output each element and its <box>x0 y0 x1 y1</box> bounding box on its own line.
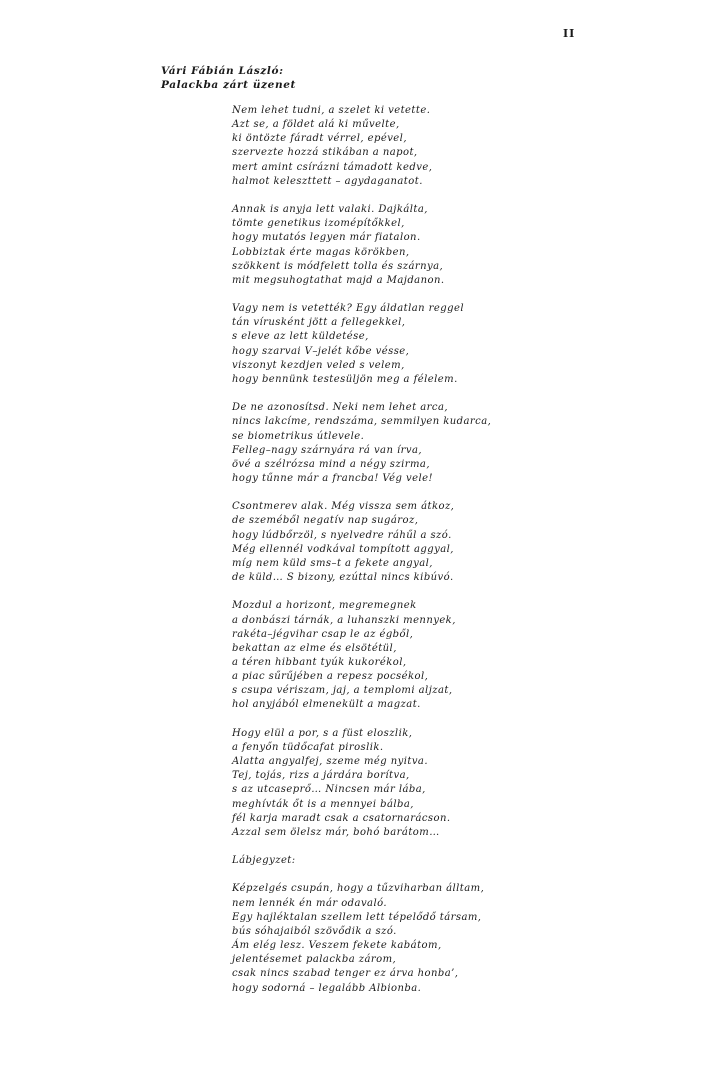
poem-line: hol anyjából elmenekült a magzat. <box>232 699 421 711</box>
footnote-stanza <box>232 882 672 995</box>
poem-line: s eleve az lett küldetése, <box>232 331 369 343</box>
poem-line: se biometrikus útlevele. <box>232 430 365 442</box>
poem-line: meghívták őt is a mennyei bálba, <box>232 798 414 810</box>
poem-line: Hogy elül a por, s a füst eloszlik, <box>232 727 413 739</box>
footnote-line: hogy sodorná – legalább Albionba. <box>232 982 422 994</box>
footnote-line: Képzelgés csupán, hogy a tűzviharban álltam, <box>232 883 485 895</box>
poem-line: halmot keleszttett – agydaganatot. <box>232 175 423 187</box>
footnote-line: bús sóhajaiból szövődik a szó. <box>232 925 397 937</box>
poem-stanza <box>232 727 672 840</box>
footnote-line: Egy hajléktalan szellem lett tépelődő társam, <box>232 911 482 923</box>
poem-line: ki öntözte fáradt vérrel, epével, <box>232 133 407 145</box>
poem-line: Azt se, a földet alá ki művelte, <box>232 119 400 131</box>
poem-line: Tej, tojás, rizs a járdára borítva, <box>232 770 410 782</box>
poem-line: Annak is anyja lett valaki. Dajkálta, <box>232 204 428 216</box>
footnote-line: jelentésemet palackba zárom, <box>232 954 397 966</box>
poem-line: fél karja maradt csak a csatornarácson. <box>232 812 451 824</box>
poem-line: Felleg–nagy szárnyára rá van írva, <box>232 444 422 456</box>
poem-line: Még ellennél vodkával tompított aggyal, <box>232 543 454 555</box>
poem-stanza <box>232 500 672 585</box>
poem-line: hogy mutatós legyen már fiatalon. <box>232 232 421 244</box>
poem-line: mit megsuhogtathat majd a Majdanon. <box>232 274 445 286</box>
poem-line: Alatta angyalfej, szeme még nyitva. <box>232 756 428 768</box>
poem-stanzas <box>232 104 672 840</box>
poem-line: szökkent is módfelett tolla és szárnya, <box>232 260 444 272</box>
poem-line: szervezte hozzá stikában a napot, <box>232 147 418 159</box>
poem-line: a téren hibbant tyúk kukorékol, <box>232 657 407 669</box>
footnote-line: Ám elég lesz. Veszem fekete kabátom, <box>232 940 442 952</box>
poem-line: a fenyőn tüdőcafat piroslik. <box>232 741 384 753</box>
poem-line: míg nem küld sms–t a fekete angyal, <box>232 557 433 569</box>
poem-line: s csupa vériszam, jaj, a templomi aljzat, <box>232 685 453 697</box>
poem-line: a piac sűrűjében a repesz pocsékol, <box>232 671 429 683</box>
poem-stanza <box>232 104 672 189</box>
footnote-line: nem lennék én már odavaló. <box>232 897 388 909</box>
poem-line: Lobbiztak érte magas körökben, <box>232 246 410 258</box>
poem-stanza <box>232 203 672 288</box>
poem-stanza <box>232 599 672 712</box>
poem-line: rakéta–jégvihar csap le az égből, <box>232 628 414 640</box>
poem-stanza <box>232 302 672 387</box>
poem-line: s az utcaseprő… Nincsen már lába, <box>232 784 426 796</box>
poem-body <box>232 104 672 1010</box>
poem-stanza <box>232 401 672 486</box>
poem-line: bekattan az elme és elsötétül, <box>232 642 397 654</box>
poem-line: de küld… S bizony, ezúttal nincs kibúvó. <box>232 572 454 584</box>
poem-line: Nem lehet tudni, a szelet ki vetette. <box>232 105 431 116</box>
poem-line: a donbászi tárnák, a luhanszki mennyek, <box>232 614 456 626</box>
poem-line: tán vírusként jött a fellegekkel, <box>232 317 406 329</box>
poem-line: de szeméből negatív nap sugároz, <box>232 515 419 527</box>
poem-line: Csontmerev alak. Még vissza sem átkoz, <box>232 501 455 513</box>
poem-line: hogy szarvai V–jelét kőbe vésse, <box>232 345 410 357</box>
poem-line: mert amint csírázni támadott kedve, <box>232 161 433 173</box>
poem-line: Vagy nem is vetették? Egy áldatlan reggel <box>232 303 464 315</box>
author-name: Vári Fábián László: <box>161 65 284 77</box>
poem-line: hogy lúdbőrzöl, s nyelvedre ráhűl a szó. <box>232 529 452 541</box>
poem-line: viszonyt kezdjen veled s velem, <box>232 359 405 371</box>
footnote-line: csak nincs szabad tenger ez árva honba’, <box>232 968 459 980</box>
poem-header <box>161 64 296 92</box>
poem-line: hogy tűnne már a francba! Vég vele! <box>232 473 433 485</box>
poem-line: nincs lakcíme, rendszáma, semmilyen kudarca, <box>232 416 492 428</box>
poem-line: tömte genetikus izomépítőkkel, <box>232 218 405 230</box>
poem-line: Azzal sem ölelsz már, bohó barátom… <box>232 826 440 838</box>
poem-line: Mozdul a horizont, megremegnek <box>232 600 417 612</box>
footnote-label: Lábjegyzet: <box>232 855 296 867</box>
poem-line: De ne azonosítsd. Neki nem lehet arca, <box>232 402 448 414</box>
poem-title: Palackba zárt üzenet <box>161 79 296 91</box>
poem-line: övé a szélrózsa mind a négy szirma, <box>232 458 430 470</box>
poem-line: hogy bennünk testesüljön meg a félelem. <box>232 373 458 385</box>
page-number: II <box>563 27 576 40</box>
